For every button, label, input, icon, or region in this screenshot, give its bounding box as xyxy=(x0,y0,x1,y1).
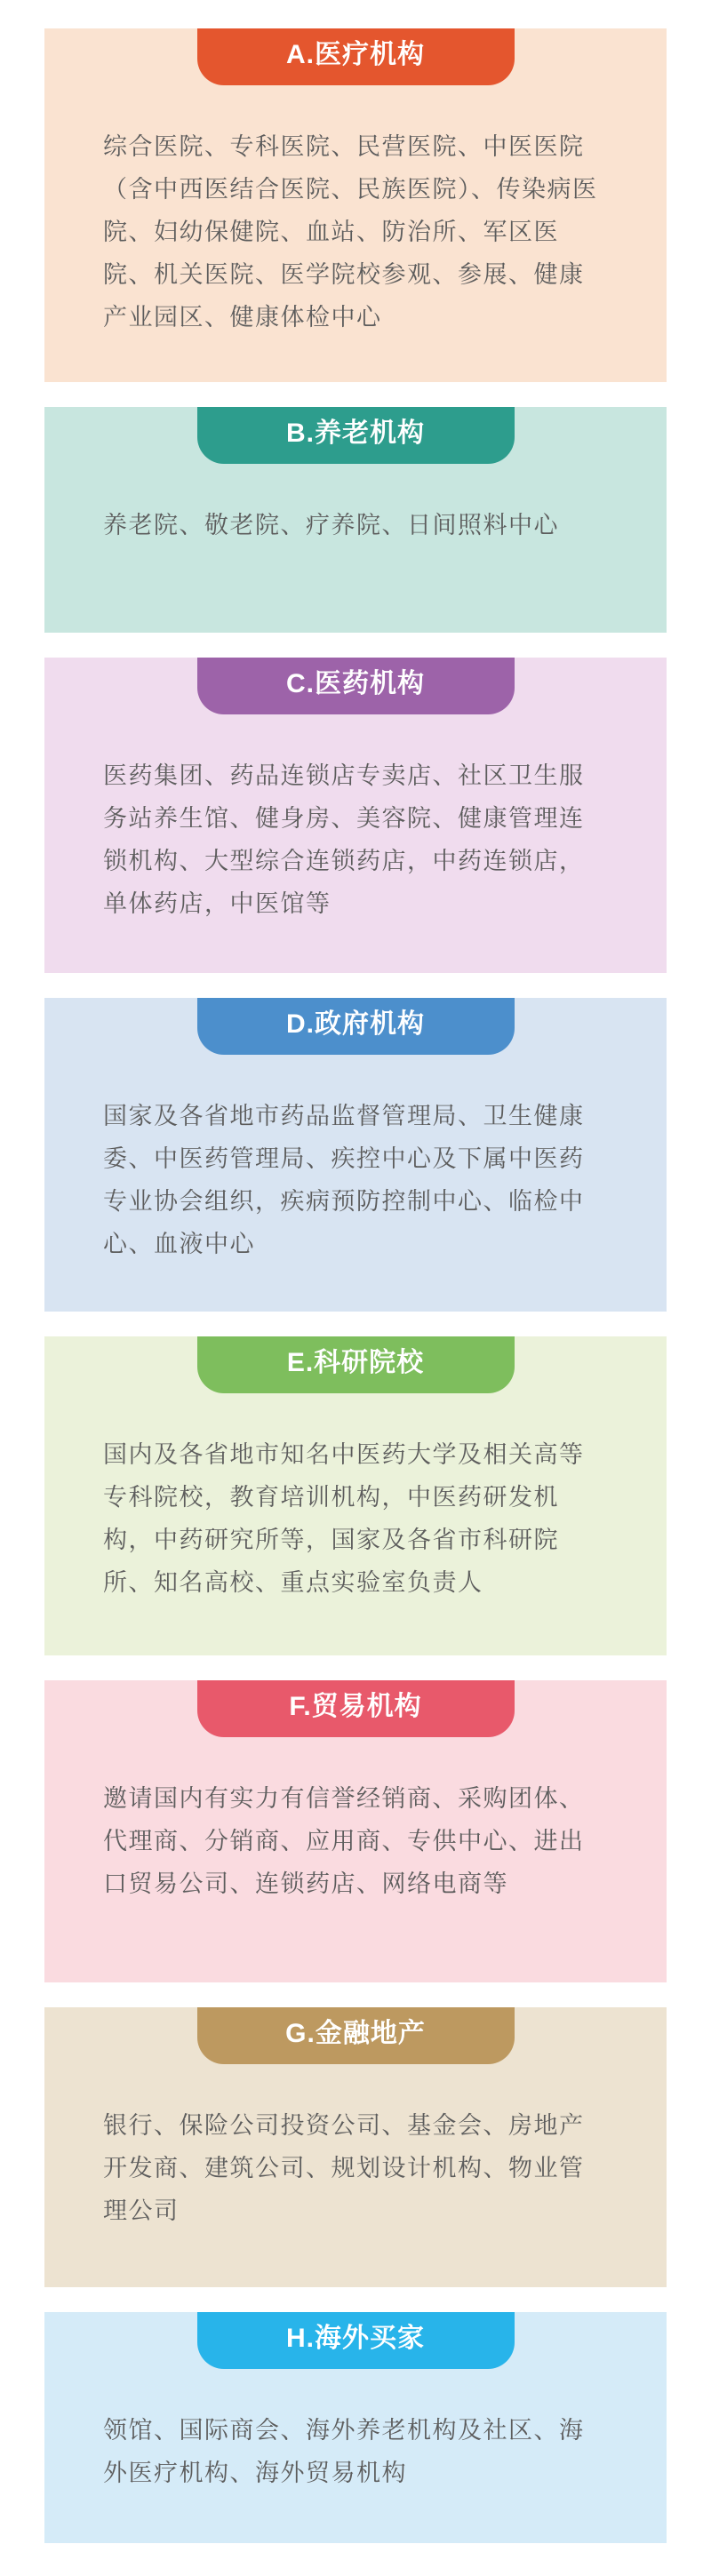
finance-realestate-title: G.金融地产 xyxy=(285,2019,426,2048)
card-finance-realestate xyxy=(44,2007,667,2287)
medical-institutions-header-ribbon xyxy=(197,28,515,85)
overseas-buyers-body: 领馆、国际商会、海外养老机构及社区、海外医疗机构、海外贸易机构 xyxy=(103,2417,585,2486)
trade-title: F.贸易机构 xyxy=(289,1692,422,1721)
card-trade-institutions xyxy=(44,1680,667,1982)
overseas-buyers-header-ribbon xyxy=(197,2312,515,2369)
pharmaceutical-header-ribbon xyxy=(197,658,515,714)
card-overseas-buyers xyxy=(44,2312,667,2543)
card-government-institutions xyxy=(44,998,667,1312)
government-body: 国家及各省地市药品监督管理局、卫生健康委、中医药管理局、疾控中心及下属中医药专业协会组织，疾病预防控制中心、临检中心、血液中心 xyxy=(103,1103,585,1257)
overseas-buyers-title: H.海外买家 xyxy=(286,2324,425,2353)
research-header-ribbon xyxy=(197,1336,515,1393)
trade-header-ribbon xyxy=(197,1680,515,1737)
finance-realestate-header-ribbon xyxy=(197,2007,515,2064)
card-elderly-care-institutions xyxy=(44,407,667,633)
card-research-institutions xyxy=(44,1336,667,1655)
card-medical-institutions xyxy=(44,28,667,382)
pharmaceutical-title: C.医药机构 xyxy=(286,669,425,698)
research-title: E.科研院校 xyxy=(286,1348,425,1377)
trade-body: 邀请国内有实力有信誉经销商、采购团体、代理商、分销商、应用商、专供中心、进出口贸易公司、连锁药店、网络电商等 xyxy=(103,1785,585,1897)
medical-institutions-body: 综合医院、专科医院、民营医院、中医医院（含中西医结合医院、民族医院）、传染病医院、妇幼保健院、血站、防治所、军区医院、机关医院、医学院校参观、参展、健康产业园区、健康体检中心 xyxy=(103,133,598,331)
finance-realestate-body: 银行、保险公司投资公司、基金会、房地产开发商、建筑公司、规划设计机构、物业管理公司 xyxy=(103,2112,585,2224)
government-header-ribbon xyxy=(197,998,515,1055)
elderly-care-header-ribbon xyxy=(197,407,515,464)
elderly-care-body: 养老院、敬老院、疗养院、日间照料中心 xyxy=(103,512,559,538)
elderly-care-title: B.养老机构 xyxy=(286,419,425,448)
research-body: 国内及各省地市知名中医药大学及相关高等专科院校，教育培训机构，中医药研发机构，中药研究所等，国家及各省市科研院所、知名高校、重点实验室负责人 xyxy=(103,1441,585,1596)
card-pharmaceutical-institutions xyxy=(44,658,667,973)
pharmaceutical-body: 医药集团、药品连锁店专卖店、社区卫生服务站养生馆、健身房、美容院、健康管理连锁机构、大型综合连锁药店，中药连锁店，单体药店，中医馆等 xyxy=(103,762,585,917)
medical-institutions-title: A.医疗机构 xyxy=(286,40,425,69)
government-title: D.政府机构 xyxy=(286,1009,425,1039)
